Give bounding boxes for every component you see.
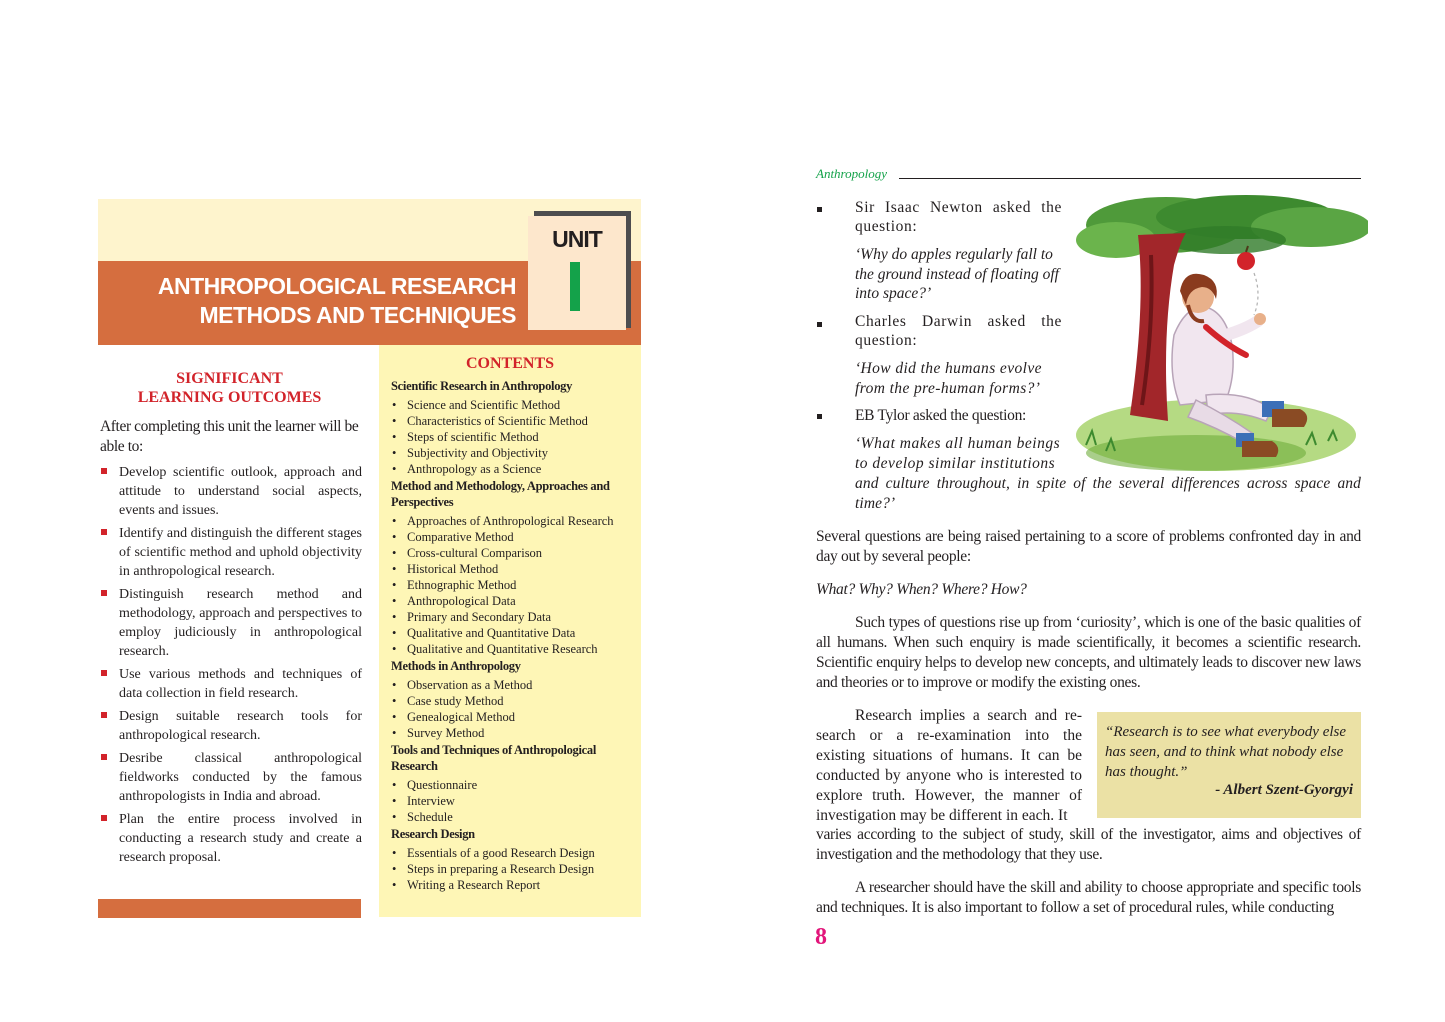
toc-item: • Primary and Secondary Data <box>391 609 635 625</box>
toc-item: • Historical Method <box>391 561 635 577</box>
outcomes-heading-line2: LEARNING OUTCOMES <box>137 389 322 406</box>
outcomes-footer-bar <box>98 899 361 918</box>
toc-item: • Steps in preparing a Research Design <box>391 861 635 877</box>
paragraph-researcher-skill: A researcher should have the skill and ability to choose appropriate and specific tools and techniques. It is also important to follow a set of procedural rules, while conducting <box>816 879 1361 916</box>
outcome-item: Design suitable research tools for anthropological research. <box>100 707 362 745</box>
unit-label: UNIT <box>552 226 602 252</box>
outcomes-heading <box>98 369 361 407</box>
toc-item: • Essentials of a good Research Design <box>391 845 635 861</box>
bullet-square-icon <box>101 468 107 474</box>
outcome-item: Identify and distinguish the different stages of scientific method and uphold objectivity in anthropological research. <box>100 524 362 581</box>
toc-item: • Anthropology as a Science <box>391 461 635 477</box>
toc-item: • Anthropological Data <box>391 593 635 609</box>
toc-item: • Cross-cultural Comparison <box>391 545 635 561</box>
bullet-square-icon <box>817 414 822 419</box>
contents-title: CONTENTS <box>465 355 555 372</box>
toc-section-heading: Method and Methodology, Approaches and Perspectives <box>391 479 610 509</box>
toc-section-heading: Tools and Techniques of Anthropological Research <box>391 743 597 773</box>
toc-section-heading: Research Design <box>391 827 475 841</box>
bullet-square-icon <box>101 590 107 596</box>
toc-item: • Qualitative and Quantitative Research <box>391 641 635 657</box>
toc-section-heading: Methods in Anthropology <box>391 659 521 673</box>
outcome-item: Plan the entire process involved in conducting a research study and create a research proposal. <box>100 810 362 867</box>
bullet-square-icon <box>101 712 107 718</box>
outcome-item: Distinguish research method and methodology, approach and perspectives to employ judiciously in anthropological research. <box>100 585 362 661</box>
chapter-title-line1: ANTHROPOLOGICAL RESEARCH <box>157 273 516 299</box>
outcome-item: Use various methods and techniques of data collection in field research. <box>100 665 362 703</box>
outcomes-list <box>100 463 362 871</box>
outcomes-intro: After completing this unit the learner will be able to: <box>100 418 359 455</box>
toc-item: • Genealogical Method <box>391 709 635 725</box>
quote-text: “Research is to see what everybody else has seen, and to think what nobody else has thought.” <box>1105 724 1347 780</box>
bullet-square-icon <box>817 207 822 212</box>
toc-section-heading: Scientific Research in Anthropology <box>391 379 573 393</box>
question-3-quote-line2: to develop similar institutions <box>855 455 1056 472</box>
chapter-title <box>98 272 516 330</box>
toc-item: • Steps of scientific Method <box>391 429 635 445</box>
toc-item: • Ethnographic Method <box>391 577 635 593</box>
page-number: 8 <box>815 924 827 950</box>
quote-author: - Albert Szent-Gyorgyi <box>1215 782 1353 798</box>
bullet-square-icon <box>101 754 107 760</box>
question-1-asker: Sir Isaac Newton asked the question: <box>855 199 1062 235</box>
question-3-asker: EB Tylor asked the question: <box>855 407 1027 424</box>
newton-apple-tree-illustration <box>1076 195 1368 473</box>
question-3-quote-line1: ‘What makes all human beings <box>855 435 1061 452</box>
question-3-quote-line3: and culture throughout, in spite of the several differences across space and time?’ <box>855 475 1361 512</box>
toc-item: • Schedule <box>391 809 635 825</box>
outcome-item: Desribe classical anthropological fieldworks conducted by the famous anthropologists in India and abroad. <box>100 749 362 806</box>
outcomes-heading-line1: SIGNIFICANT <box>176 370 283 387</box>
toc-item: • Questionnaire <box>391 777 635 793</box>
bullet-square-icon <box>101 670 107 676</box>
contents-list <box>391 377 635 893</box>
chapter-title-line2: METHODS AND TECHNIQUES <box>199 302 516 328</box>
toc-item: • Approaches of Anthropological Research <box>391 513 635 529</box>
question-1-quote: ‘Why do apples regularly fall to the ground instead of floating off into space?’ <box>855 246 1059 302</box>
toc-item: • Interview <box>391 793 635 809</box>
toc-item: • Science and Scientific Method <box>391 397 635 413</box>
bullet-square-icon <box>101 529 107 535</box>
bullet-square-icon <box>817 322 822 327</box>
toc-item: • Subjectivity and Objectivity <box>391 445 635 461</box>
toc-item: • Writing a Research Report <box>391 877 635 893</box>
toc-item: • Qualitative and Quantitative Data <box>391 625 635 641</box>
toc-item: • Characteristics of Scientific Method <box>391 413 635 429</box>
toc-item: • Comparative Method <box>391 529 635 545</box>
paragraph-research-implies: Research implies a search and re-search or a re-examination into the existing situations of humans. It can be conducted by anyone who is interested to explore truth. However, the manner of investigation may be different in each. It <box>816 707 1082 824</box>
running-head-rule <box>899 178 1361 179</box>
paragraph-curiosity: Such types of questions rise up from ‘curiosity’, which is one of the basic qualities of all humans. When such enquiry is made scientifically, it becomes a scientific research. Scientific enquiry helps to develop new concepts, and ultimately leads to discover new laws and theories or to improve or modify the existing ones. <box>816 614 1361 691</box>
paragraph-questions-raised: Several questions are being raised pertaining to a score of problems confronted day in and day out by several people: <box>816 528 1361 565</box>
question-2-quote: ‘How did the humans evolve from the pre-human forms?’ <box>855 360 1042 397</box>
running-head: Anthropology <box>816 166 888 181</box>
paragraph-research-varies: varies according to the subject of study, skill of the investigator, aims and objectives of investigation and the methodology that they use. <box>816 826 1361 863</box>
unit-number-glyph <box>570 262 580 311</box>
toc-item: • Case study Method <box>391 693 635 709</box>
toc-item: • Survey Method <box>391 725 635 741</box>
paragraph-question-words: What? Why? When? Where? How? <box>816 581 1027 598</box>
question-2-asker: Charles Darwin asked the question: <box>855 313 1062 349</box>
toc-item: • Observation as a Method <box>391 677 635 693</box>
bullet-square-icon <box>101 815 107 821</box>
outcome-item: Develop scientific outlook, approach and attitude to understand social aspects, events and issues. <box>100 463 362 520</box>
